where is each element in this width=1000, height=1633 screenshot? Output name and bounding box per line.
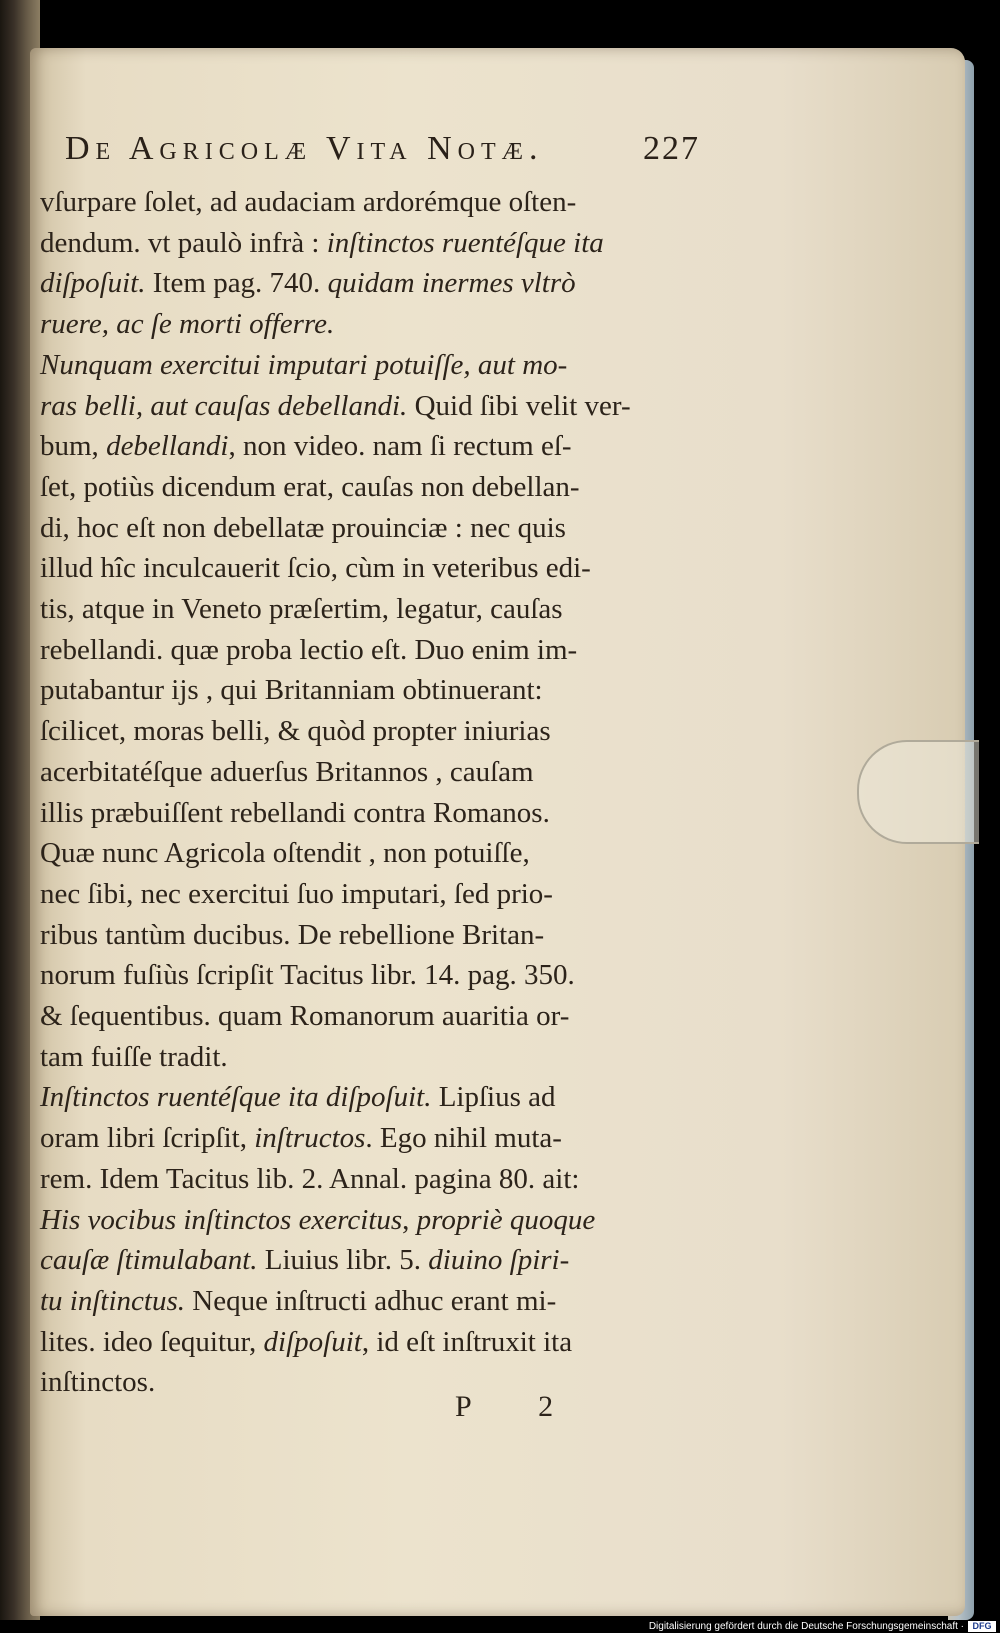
text-line [40, 955, 705, 995]
text-segment: ſet, potiùs dicendum erat, cauſas non debellan- [40, 470, 580, 503]
text-segment: rem. Idem Tacitus lib. 2. Annal. pagina 80. ait: [40, 1162, 580, 1195]
italic-segment: inſtructos [254, 1122, 366, 1155]
text-segment: ſcilicet, moras belli, & quòd propter iniurias [40, 715, 551, 748]
text-segment: acerbitatéſque aduerſus Britannos , cauſam [40, 755, 534, 788]
text-line [40, 467, 705, 507]
text-line [40, 996, 705, 1036]
text-line [40, 508, 705, 548]
text-line [40, 1240, 705, 1280]
italic-segment: quidam inermes vltrò [327, 267, 576, 300]
text-segment: putabantur ijs , qui Britanniam obtinuerant: [40, 674, 543, 707]
italic-segment: diſpoſuit [263, 1325, 362, 1358]
text-line [40, 1159, 705, 1199]
italic-segment: tu inſtinctus. [40, 1284, 193, 1317]
page-clip-tab [857, 740, 979, 844]
text-line [40, 833, 705, 873]
text-line [40, 630, 705, 670]
text-segment: Lipſius ad [438, 1081, 556, 1114]
running-head [65, 130, 700, 174]
footer-credit: Digitalisierung gefördert durch die Deutsche Forschungsgemeinschaft · [648, 1621, 964, 1632]
italic-segment: propriè quoque [416, 1203, 596, 1236]
text-segment: di, hoc eſt non debellatæ prouinciæ : nec quis [40, 511, 566, 544]
text-line [40, 793, 705, 833]
text-line [40, 589, 705, 629]
text-segment: rebellandi. quæ proba lectio eſt. Duo enim im- [40, 633, 578, 666]
text-segment: Liuius libr. 5. [264, 1244, 429, 1277]
text-line [40, 752, 705, 792]
page-number: 227 [643, 130, 700, 167]
italic-segment: Inſtinctos ruentéſque ita diſpoſuit. [40, 1081, 439, 1114]
italic-segment: inſtinctos ruentéſque ita [326, 226, 604, 259]
text-segment: illis præbuiſſent rebellandi contra Romanos. [40, 796, 550, 829]
italic-segment: Nunquam exercitui imputari potuiſſe, aut mo- [40, 348, 568, 381]
text-segment: , [402, 1203, 417, 1236]
dfg-logo: DFG [968, 1621, 996, 1632]
text-segment: Item pag. 740. [152, 267, 328, 300]
text-segment: & ſequentibus. quam Romanorum auaritia or- [40, 1000, 570, 1032]
text-line [40, 304, 705, 344]
text-segment: illud hîc inculcauerit ſcio, cùm in veteribus edi- [40, 552, 591, 585]
text-segment: nec ſibi, nec exercitui ſuo imputari, ſed prio- [40, 877, 553, 910]
text-segment: norum fuſiùs ſcripſit Tacitus libr. 14. pag. 350. [40, 959, 575, 992]
text-segment: ribus tantùm ducibus. De rebellione Britan- [40, 918, 545, 951]
text-segment: tis, atque in Veneto præſertim, legatur, cauſas [40, 593, 563, 625]
text-line [40, 1118, 705, 1158]
text-line [40, 874, 705, 914]
text-segment: oram libri ſcripſit, [40, 1122, 255, 1155]
text-line [40, 223, 705, 263]
italic-segment: debellandi [106, 430, 229, 463]
text-line [40, 386, 705, 426]
text-segment: vſurpare ſolet, ad audaciam ardorémque oſten- [40, 186, 577, 218]
text-line [40, 182, 705, 222]
text-line [40, 263, 705, 303]
text-segment: Quæ nunc Agricola oſtendit , non potuiſſe, [40, 837, 530, 870]
text-line [40, 1281, 705, 1321]
footer-bar [0, 1620, 1000, 1633]
text-segment: Neque inſtructi adhuc erant mi- [192, 1284, 557, 1317]
text-segment: , non video. nam ſi rectum eſ- [228, 430, 572, 463]
text-line [40, 426, 705, 466]
italic-segment: diuino ſpiri- [428, 1244, 570, 1277]
text-segment: dendum. vt paulò infrà : [40, 226, 327, 259]
text-line [40, 1200, 705, 1240]
italic-segment: diſpoſuit. [40, 267, 153, 300]
text-line [40, 670, 705, 710]
text-line [40, 711, 705, 751]
text-segment: . Ego nihil muta- [365, 1122, 562, 1155]
italic-segment: ruere, ac ſe morti offerre. [40, 308, 335, 341]
text-line [40, 915, 705, 955]
italic-segment: ras belli, aut cauſas debellandi. [40, 389, 415, 422]
text-line [40, 345, 705, 385]
text-line [40, 1077, 705, 1117]
text-segment: lites. ideo ſequitur, [40, 1325, 264, 1358]
text-line [40, 548, 705, 588]
text-segment: , id eſt inſtruxit ita [361, 1325, 573, 1358]
text-line [40, 1362, 705, 1402]
signature-mark: P 2 [455, 1390, 584, 1423]
text-segment: bum, [40, 430, 107, 463]
text-line [40, 1322, 705, 1362]
text-segment: inſtinctos. [40, 1366, 156, 1399]
running-head-title: De Agricolæ Vita Notæ. [65, 130, 544, 167]
text-segment: tam fuiſſe tradit. [40, 1040, 228, 1073]
italic-segment: His vocibus inſtinctos exercitus [40, 1203, 403, 1236]
text-segment: Quid ſibi velit ver- [414, 389, 631, 422]
italic-segment: cauſæ ſtimulabant. [40, 1244, 265, 1277]
text-line [40, 1037, 705, 1077]
